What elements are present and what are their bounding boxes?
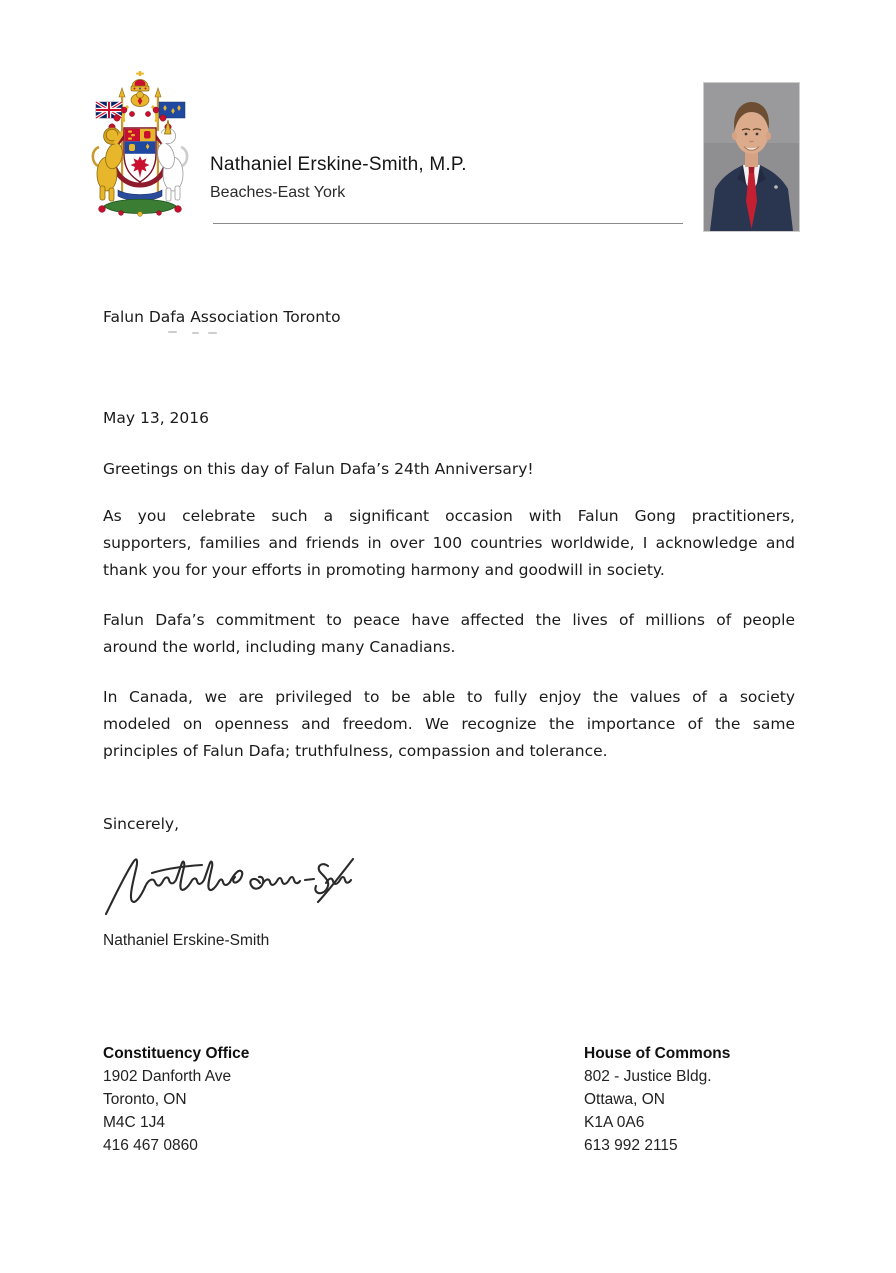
paragraph-line: around the world, including many Canadians. bbox=[103, 638, 456, 656]
mp-name: Nathaniel Erskine-Smith, M.P. bbox=[210, 154, 467, 175]
signed-name: Nathaniel Erskine-Smith bbox=[103, 932, 270, 949]
office-address-line: Toronto, ON bbox=[103, 1091, 187, 1108]
body-paragraph-3 bbox=[103, 684, 795, 765]
paragraph-line: modeled on openness and freedom. We recognize the importance of the same bbox=[103, 715, 795, 733]
paragraph-line: supporters, families and friends in over 100 countries worldwide, I acknowledge and bbox=[103, 534, 795, 552]
recipient-line: Falun Dafa Association Toronto bbox=[103, 308, 341, 326]
house-of-commons-title: House of Commons bbox=[584, 1045, 731, 1062]
header-divider bbox=[213, 223, 683, 224]
letter-date: May 13, 2016 bbox=[103, 409, 209, 427]
mp-portrait-photo bbox=[703, 82, 800, 232]
office-phone-line: 613 992 2115 bbox=[584, 1137, 678, 1154]
paragraph-line: principles of Falun Dafa; truthfulness, compassion and tolerance. bbox=[103, 742, 608, 760]
handwritten-signature bbox=[100, 852, 365, 922]
paragraph-line: thank you for your efforts in promoting harmony and goodwill in society. bbox=[103, 561, 665, 579]
office-address-line: Ottawa, ON bbox=[584, 1091, 665, 1108]
office-address-line: M4C 1J4 bbox=[103, 1114, 166, 1131]
closing-line: Sincerely, bbox=[103, 815, 180, 833]
greeting-line: Greetings on this day of Falun Dafa’s 24th Anniversary! bbox=[103, 460, 534, 478]
office-address-line: K1A 0A6 bbox=[584, 1114, 645, 1131]
office-address-line: 1902 Danforth Ave bbox=[103, 1068, 232, 1085]
office-address-line: 802 - Justice Bldg. bbox=[584, 1068, 712, 1085]
header-text-block bbox=[210, 154, 467, 202]
office-phone-line: 416 467 0860 bbox=[103, 1137, 198, 1154]
constituency-office-title: Constituency Office bbox=[103, 1045, 250, 1062]
paragraph-line: Falun Dafa’s commitment to peace have affected the lives of millions of people bbox=[103, 611, 795, 629]
mp-riding: Beaches-East York bbox=[210, 184, 346, 201]
constituency-office-block bbox=[103, 1042, 249, 1157]
canada-coat-of-arms-icon bbox=[88, 70, 192, 224]
body-paragraph-2 bbox=[103, 607, 795, 661]
house-of-commons-block bbox=[584, 1042, 730, 1157]
paragraph-line: In Canada, we are privileged to be able to fully enjoy the values of a society bbox=[103, 688, 795, 706]
paragraph-line: As you celebrate such a significant occasion with Falun Gong practitioners, bbox=[103, 507, 795, 525]
body-paragraph-1 bbox=[103, 503, 795, 584]
